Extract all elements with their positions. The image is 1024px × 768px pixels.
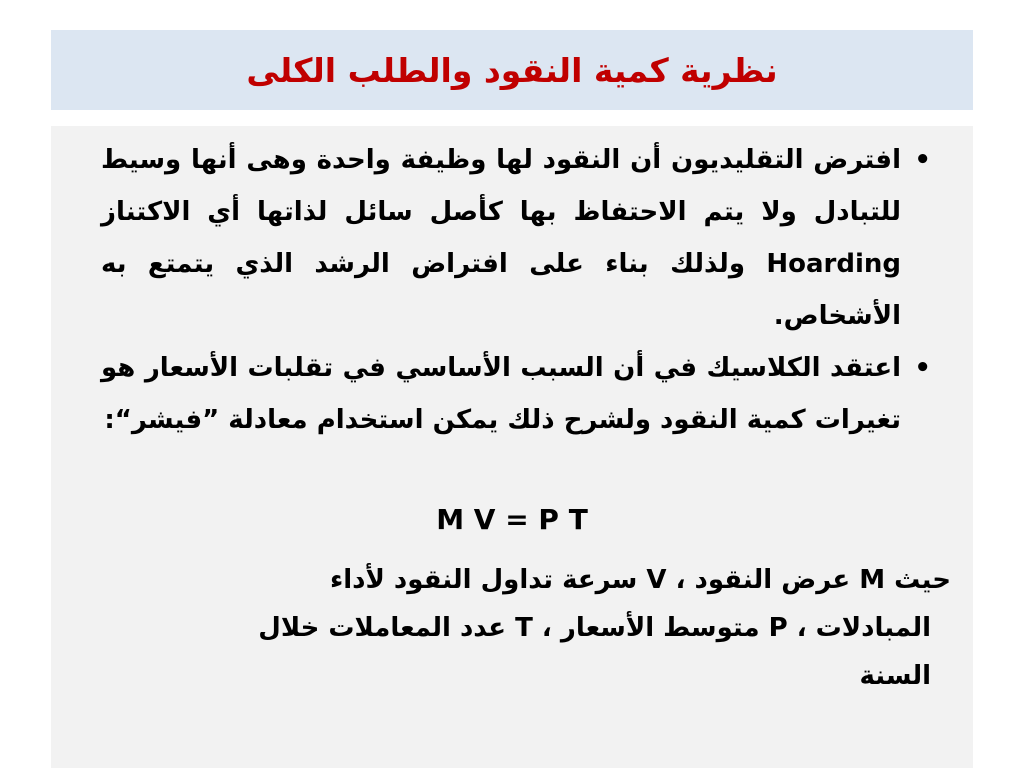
definition-line: حيث M عرض النقود ، V سرعة تداول النقود لأداء (329, 565, 951, 595)
bullet-item (101, 134, 931, 342)
bullet-list (101, 134, 931, 446)
equation-definition (111, 556, 951, 700)
bullet-text: افترض التقليديون أن النقود لها وظيفة واحدة وهى أنها وسيط للتبادل ولا يتم الاحتفاظ بها كأصل سائل لذاتها أي الاكتناز Hoarding ولذلك بناء على افتراض الرشد الذي يتمتع به الأشخاص. (101, 145, 901, 331)
bullet-dot-icon: • (914, 353, 931, 383)
slide-title-bar (51, 30, 973, 110)
bullet-item (101, 342, 931, 446)
definition-line: السنة (859, 661, 931, 691)
bullet-dot-icon: • (914, 145, 931, 175)
slide-content (51, 126, 973, 768)
fisher-equation: M V = P T (436, 503, 588, 536)
definition-line: المبادلات ، P متوسط الأسعار ، T عدد المعاملات خلال (258, 613, 931, 643)
bullet-text: اعتقد الكلاسيك في أن السبب الأساسي في تقلبات الأسعار هو تغيرات كمية النقود ولشرح ذلك يمكن استخدام معادلة ”فيشر“: (101, 353, 901, 435)
slide-title: نظرية كمية النقود والطلب الكلى (246, 50, 778, 90)
